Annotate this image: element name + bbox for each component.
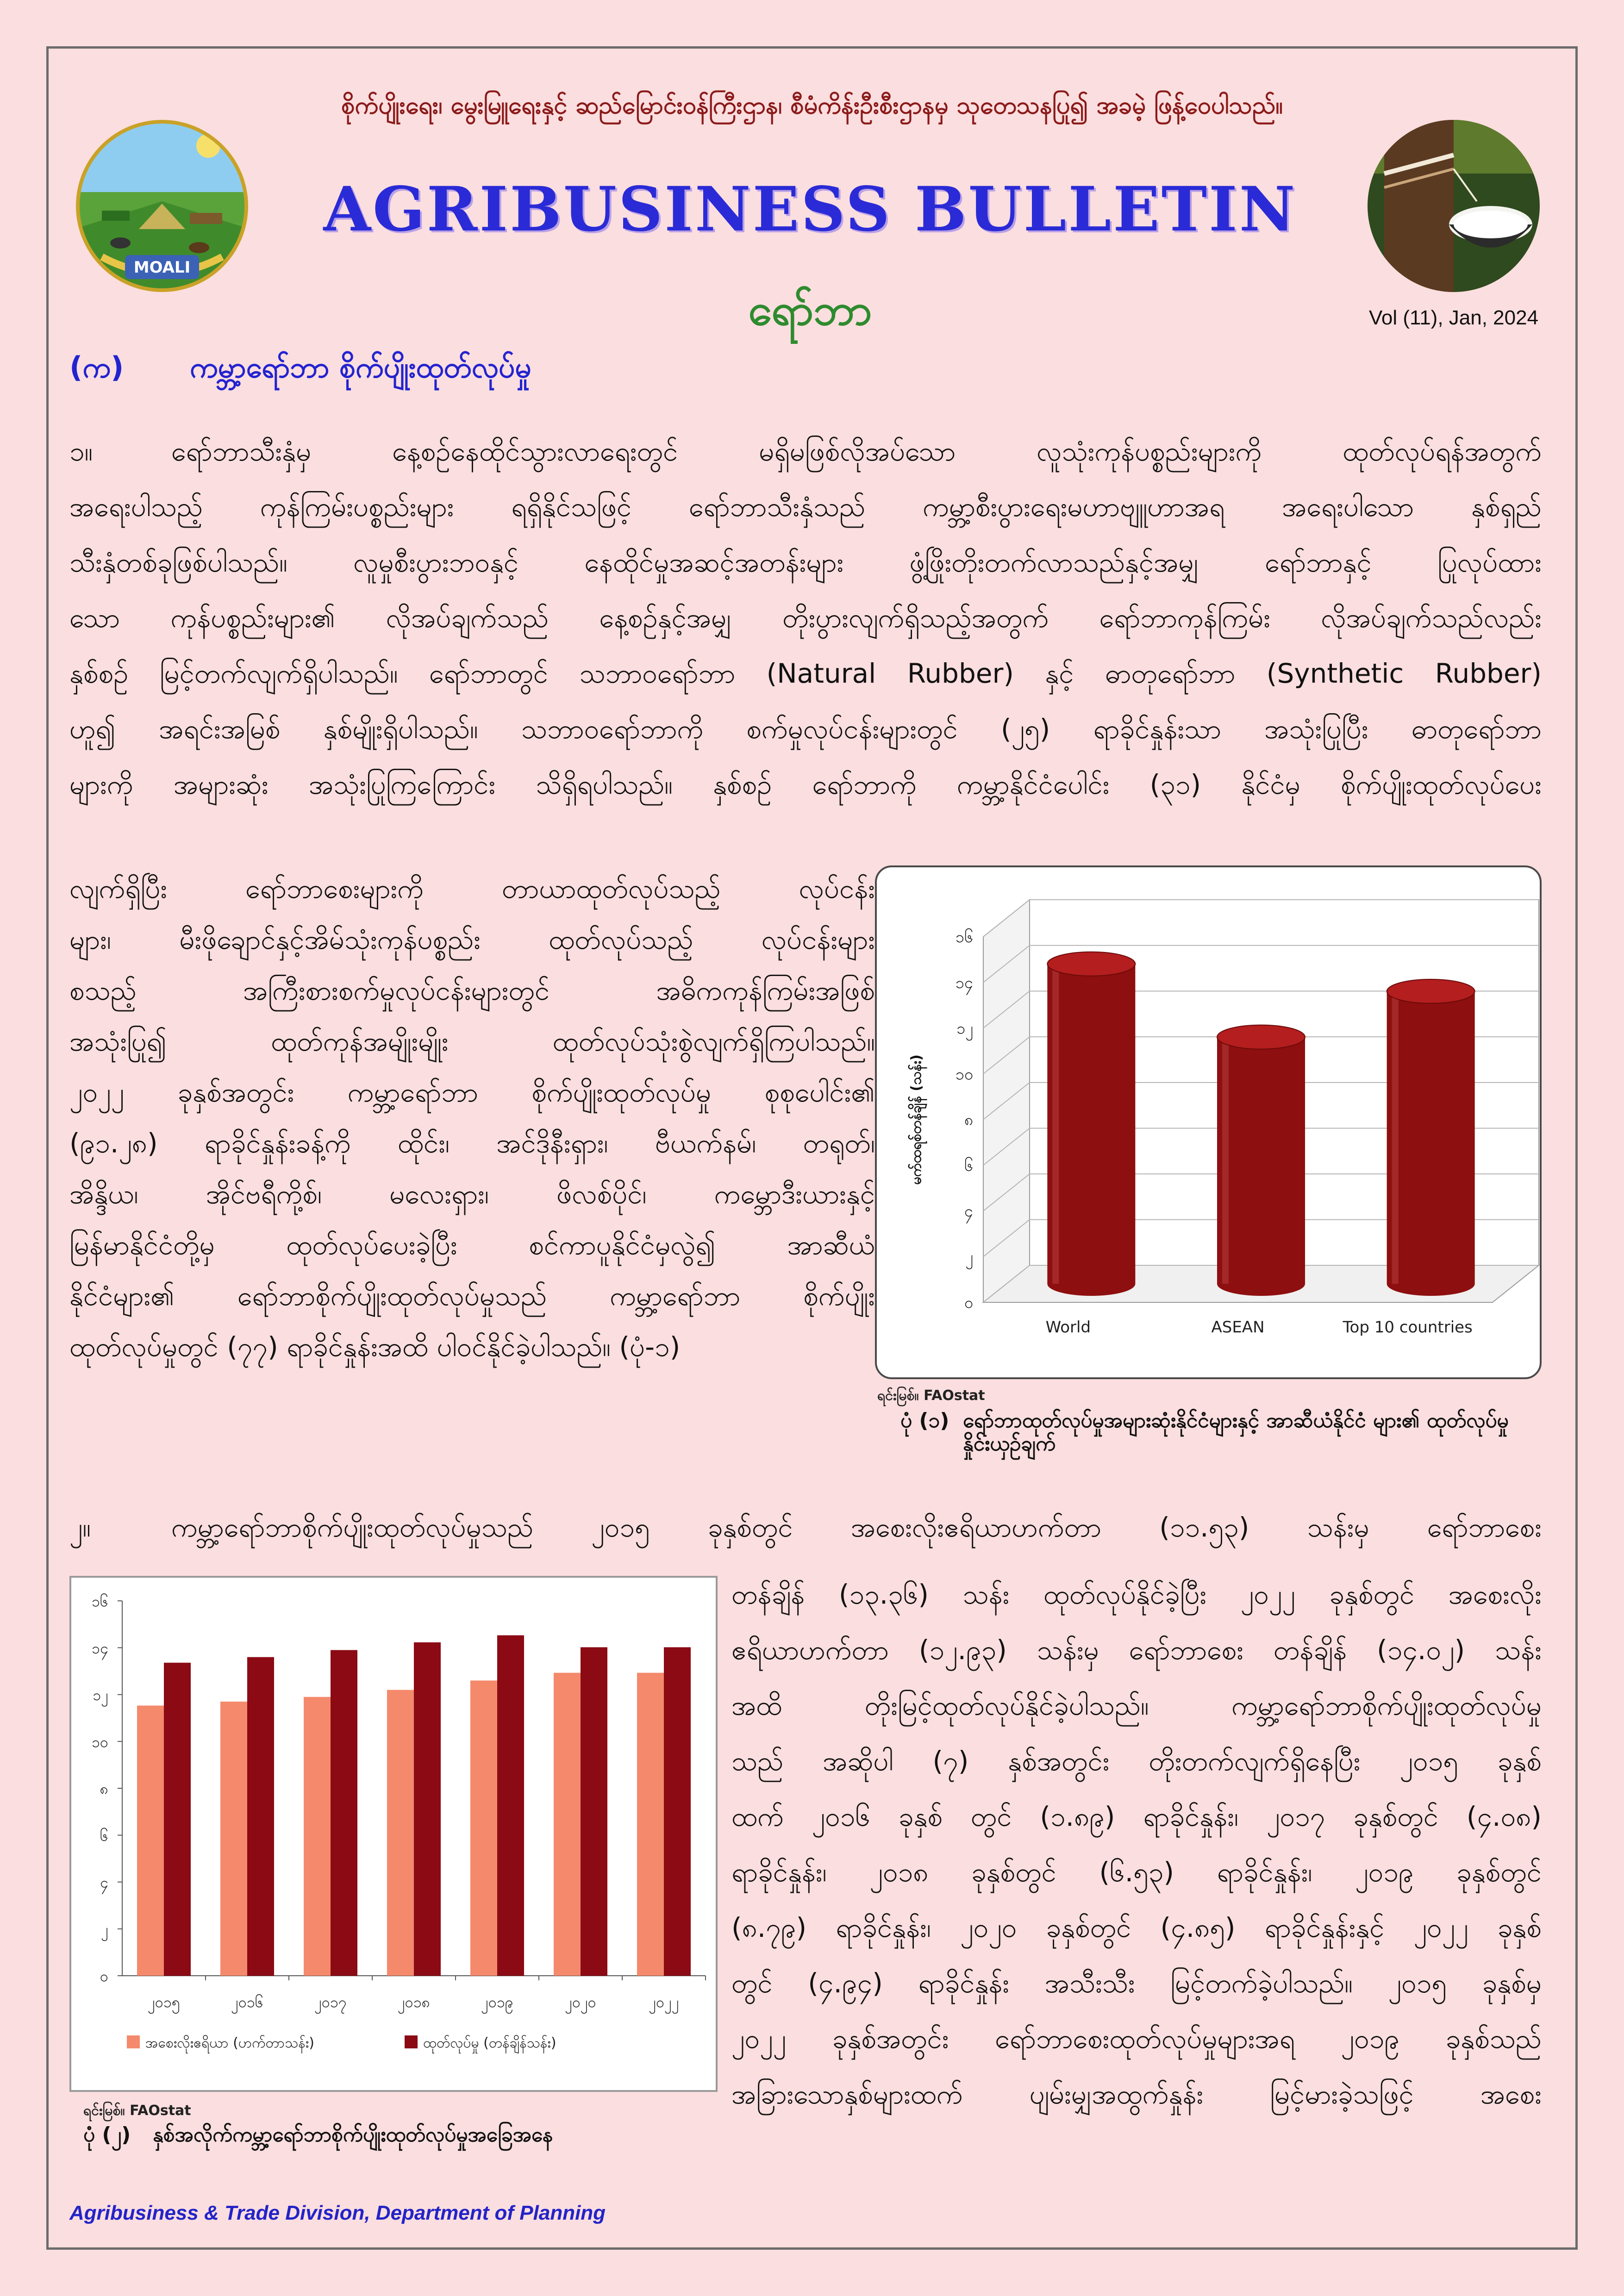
paragraph-line: ဧရိယာဟက်တာ (၁၂.၉၃) သန်းမှ ရော်ဘာစေး တန်ချိန် (၁၄.၀၂) သန်း [731, 1634, 1542, 1666]
chart-1 [877, 867, 1540, 1377]
chart-2-bar-area [637, 1673, 664, 1976]
chart-2-bar-area [304, 1697, 331, 1976]
chart-1-y-axis-label: မက်ထရစ်တန်ချိန် (သန်း) [908, 1054, 924, 1185]
chart-1-y-tick-label: ၈ [964, 1111, 973, 1129]
paragraph-line: ၂။ ကမ္ဘာ့ရော်ဘာစိုက်ပျိုးထုတ်လုပ်မှုသည် ၂၀၁၅ ခုနှစ်တွင် အစေးလိုးဧရိယာဟက်တာ (၁၁.၅၃) သန်းမှ ရော်ဘာစေး [69, 1500, 1542, 1555]
chart-1-bar [1217, 1025, 1305, 1296]
paragraph-line: (၉၁.၂၈) ရာခိုင်နှုန်းခန့်ကို ထိုင်း၊ အင်ဒိုနီးရှား၊ ဗီယက်နမ်၊ တရုတ်၊ [69, 1127, 875, 1159]
chart-1-frame [875, 865, 1542, 1379]
chart-1-x-tick-label: ASEAN [1211, 1318, 1265, 1337]
paragraph-line: ၂၀၂၂ ခုနှစ်အတွင်း ရော်ဘာစေးထုတ်လုပ်မှုများအရ ၂၀၁၉ ခုနှစ်သည် [731, 2023, 1542, 2054]
paragraph-line: ထုတ်လုပ်မှုတွင် (၇၇) ရာခိုင်နှုန်းအထိ ပါဝင်နိုင်ခဲ့ပါသည်။ (ပုံ-၁) [69, 1331, 681, 1363]
chart-1-x-tick-label: Top 10 countries [1343, 1318, 1473, 1337]
paragraph-line: မြန်မာနိုင်ငံတို့မှ ထုတ်လုပ်ပေးခဲ့ပြီး စင်ကာပူနိုင်ငံမှလွဲ၍ အာဆီယံ [69, 1229, 875, 1261]
chart-2-bar-area [220, 1702, 247, 1976]
chart-2-bar-area [554, 1673, 581, 1976]
section-title: ကမ္ဘာ့ရော်ဘာ စိုက်ပျိုးထုတ်လုပ်မှု [190, 350, 531, 384]
figure-1-caption: ရော်ဘာထုတ်လုပ်မှုအများဆုံးနိုင်ငံများနှင့် အာဆီယံနိုင်ငံ များ၏ ထုတ်လုပ်မှု နှိုင်းယှဉ်ချက် [963, 1409, 1509, 1456]
chart-2-bar-production [247, 1657, 274, 1976]
chart-2-y-tick-label: ၀ [100, 1967, 108, 1985]
chart-2-legend-label: ထုတ်လုပ်မှု (တန်ချိန်သန်း) [423, 2035, 556, 2051]
paragraph-line: အိန္ဒိယ၊ အိုင်ဗရီကို့စ်၊ မလေးရှား၊ ဖိလစ်ပိုင်၊ ကမ္ဘောဒီးယားနှင့် [69, 1178, 875, 1210]
chart-1-y-tick-label: ၁၀ [955, 1065, 973, 1084]
chart-1-bar-body [1387, 991, 1475, 1296]
chart-2-bar-area [387, 1690, 414, 1976]
chart-2-legend-label: အစေးလိုးဧရိယာ (ဟက်တာသန်း) [145, 2035, 314, 2051]
paragraph-number: ၁။ [69, 436, 93, 467]
chart-1-bar-body [1217, 1037, 1305, 1296]
chart-1-bar-body [1047, 964, 1135, 1296]
paragraph-line: တန်ချိန် (၁၃.၃၆) သန်း ထုတ်လုပ်နိုင်ခဲ့ပြီး ၂၀၂၂ ခုနှစ်တွင် အစေးလိုး [731, 1579, 1542, 1610]
chart-2-x-tick-label: ၂၀၁၆ [231, 1993, 263, 2011]
chart-2-x-tick-label: ၂၀၁၅ [148, 1993, 180, 2011]
bulletin-subtitle: ရော်ဘာ [748, 285, 872, 335]
paragraph-line: အရေးပါသည့် ကုန်ကြမ်းပစ္စည်းများ ရရှိနိုင်သဖြင့် ရော်ဘာသီးနှံသည် ကမ္ဘာ့စီးပွားရေးမဟာဗျူဟာအရ အရေးပါသော နှစ်ရှည် [69, 491, 1542, 523]
chart-2 [71, 1578, 716, 2090]
chart-2-x-tick-label: ၂၀၁၈ [398, 1993, 430, 2011]
chart-2-y-tick-label: ၂ [101, 1920, 108, 1938]
figure-2-number: ပုံ (၂) [83, 2123, 131, 2147]
chart-2-x-tick-label: ၂၀၂၀ [565, 1993, 596, 2011]
chart-1-y-tick-label: ၁၆ [955, 928, 973, 946]
paragraph-line: သည် အဆိုပါ (၇) နှစ်အတွင်း တိုးတက်လျက်ရှိနေပြီး ၂၀၁၅ ခုနှစ် [731, 1745, 1542, 1777]
chart-2-y-tick-label: ၄ [100, 1873, 108, 1892]
paragraph-line: သော ကုန်ပစ္စည်းများ၏ လိုအပ်ချက်သည် နေ့စဉ်နှင့်အမျှ တိုးပွားလျက်ရှိသည့်အတွက် ရော်ဘာကုန်ကြမ်း လိုအပ်ချက်သည်လည်း [69, 602, 1542, 634]
logo-text: MOALI [133, 258, 191, 277]
paragraph-number: ၂။ [69, 1512, 91, 1543]
chart-2-bar-production [664, 1647, 691, 1976]
figure-2-caption: နှစ်အလိုက်ကမ္ဘာ့ရော်ဘာစိုက်ပျိုးထုတ်လုပ်မှုအခြေအနေ [153, 2123, 553, 2147]
chart-2-y-tick-label: ၈ [100, 1780, 108, 1798]
paragraph-line: များကို အများဆုံး အသုံးပြုကြကြောင်း သိရှိရပါသည်။ နှစ်စဉ် ရော်ဘာကို ကမ္ဘာ့နိုင်ငံပေါင်း (၃၁) နိုင်ငံမှ စိုက်ပျိုးထုတ်လုပ်ပေး [69, 769, 1542, 800]
chart-2-bar-production [164, 1663, 191, 1976]
chart-1-bar-top [1047, 952, 1135, 976]
chart-2-legend-swatch [405, 2035, 418, 2048]
chart-1-bar-top [1387, 979, 1475, 1003]
paragraph-line: သီးနှံတစ်ခုဖြစ်ပါသည်။ လူမှုစီးပွားဘဝနှင့် နေထိုင်မှုအဆင့်အတန်းများ ဖွံ့ဖြိုးတိုးတက်လာသည်နှင့်အမျှ ရော်ဘာနှင့် ပြုလုပ်ထား [69, 547, 1542, 578]
chart-2-bar-area [470, 1680, 497, 1976]
publisher-tagline: စိုက်ပျိုးရေး၊ မွေးမြူရေးနှင့် ဆည်မြောင်းဝန်ကြီးဌာန၊ စီမံကိန်းဦးစီးဌာနမှ သုတေသနပြု၍ အခမဲ့ ဖြန့်ဝေပါသည်။ [341, 92, 1283, 119]
paragraph-line: ၂၀၂၂ ခုနှစ်အတွင်း ကမ္ဘာ့ရော်ဘာ စိုက်ပျိုးထုတ်လုပ်မှု စုစုပေါင်း၏ [69, 1076, 875, 1108]
chart-1-y-tick-label: ၄ [964, 1202, 973, 1221]
rubber-tapping-photo [1366, 118, 1542, 294]
moali-logo [74, 118, 250, 294]
paragraph-line: ထက် ၂၀၁၆ ခုနှစ် တွင် (၁.၈၉) ရာခိုင်နှုန်း၊ ၂၀၁၇ ခုနှစ်တွင် (၄.၀၈) [731, 1801, 1542, 1832]
chart-1-y-tick-label: ၁၂ [956, 1019, 973, 1038]
chart-2-bar-production [414, 1643, 441, 1976]
chart-1-y-tick-label: ၂ [965, 1248, 973, 1267]
chart-2-x-tick-label: ၂၀၂၂ [649, 1993, 679, 2011]
chart-1-bar-top [1217, 1025, 1305, 1049]
chart-2-frame [69, 1576, 718, 2092]
chart-2-bar-area [137, 1705, 164, 1976]
paragraph-line: အသုံးပြု၍ ထုတ်ကုန်အမျိုးမျိုး ထုတ်လုပ်သုံးစွဲလျက်ရှိကြပါသည်။ [69, 1026, 875, 1057]
volume-label: Vol (11), Jan, 2024 [1368, 306, 1539, 329]
paragraph-line: နှစ်စဉ် မြင့်တက်လျက်ရှိပါသည်။ ရော်ဘာတွင် သဘာဝရော်ဘာ (Natural Rubber) နှင့် ဓာတုရော်ဘာ (Synthetic Rubber) [69, 658, 1542, 689]
paragraph-line: များ၊ မီးဖိုချောင်နှင့်အိမ်သုံးကုန်ပစ္စည်း ထုတ်လုပ်သည့် လုပ်ငန်းများ [69, 924, 875, 955]
chart-2-bar-production [331, 1650, 357, 1976]
chart-2-bar-production [497, 1635, 524, 1976]
figure-1-source: ရင်းမြစ်။ FAOstat [877, 1388, 985, 1404]
chart-2-y-tick-label: ၁၄ [92, 1639, 108, 1657]
paragraph-line: နိုင်ငံများ၏ ရော်ဘာစိုက်ပျိုးထုတ်လုပ်မှုသည် ကမ္ဘာ့ရော်ဘာ စိုက်ပျိုး [69, 1280, 875, 1312]
paragraph-line: အခြားသောနှစ်များထက် ပျမ်းမျှအထွက်နှုန်း မြင့်မားခဲ့သဖြင့် အစေး [731, 2078, 1542, 2110]
chart-2-y-tick-label: ၁၆ [92, 1593, 108, 1610]
chart-2-y-tick-label: ၆ [100, 1827, 108, 1845]
bulletin-title: AGRIBUSINESS BULLETIN [323, 174, 1297, 245]
paragraph-line: (၈.၇၉) ရာခိုင်နှုန်း၊ ၂၀၂၀ ခုနှစ်တွင် (၄.၈၅) ရာခိုင်နှုန်းနှင့် ၂၀၂၂ ခုနှစ် [731, 1912, 1542, 1943]
paragraph-line: ၁။ ရော်ဘာသီးနှံမှ နေ့စဉ်နေထိုင်သွားလာရေးတွင် မရှိမဖြစ်လိုအပ်သော လူသုံးကုန်ပစ္စည်းများကို ထုတ်လုပ်ရန်အတွက် [69, 423, 1542, 479]
paragraph-line: တွင် (၄.၉၄) ရာခိုင်နှုန်း အသီးသီး မြင့်တက်ခဲ့ပါသည်။ ၂၀၁၅ ခုနှစ်မှ [731, 1967, 1542, 1999]
chart-1-x-tick-label: World [1045, 1318, 1091, 1337]
paragraph-line: လျက်ရှိပြီး ရော်ဘာစေးများကို တာယာထုတ်လုပ်သည့် လုပ်ငန်း [69, 873, 875, 904]
paragraph-line: စသည့် အကြီးစားစက်မှုလုပ်ငန်းများတွင် အဓိကကုန်ကြမ်းအဖြစ် [69, 975, 875, 1006]
footer-division: Agribusiness & Trade Division, Department of Planning [69, 2202, 606, 2224]
figure-2-source: ရင်းမြစ်။ FAOstat [83, 2103, 191, 2119]
chart-2-bar-production [581, 1647, 607, 1976]
chart-1-y-tick-label: ၀ [964, 1294, 973, 1312]
figure-1-number: ပုံ (၁) [900, 1409, 949, 1432]
section-heading [69, 349, 531, 392]
chart-1-y-tick-label: ၆ [964, 1156, 973, 1175]
chart-1-bar [1387, 979, 1475, 1296]
chart-2-y-tick-label: ၁၂ [93, 1686, 108, 1704]
chart-1-bar [1047, 952, 1135, 1296]
chart-1-y-tick-label: ၁၄ [955, 973, 973, 992]
chart-2-x-tick-label: ၂၀၁၉ [481, 1993, 513, 2011]
chart-2-x-tick-label: ၂၀၁၇ [314, 1993, 347, 2011]
chart-2-y-tick-label: ၁၀ [92, 1733, 108, 1751]
paragraph-line: ဟူ၍ အရင်းအမြစ် နှစ်မျိုးရှိပါသည်။ သဘာဝရော်ဘာကို စက်မှုလုပ်ငန်းများတွင် (၂၅) ရာခိုင်နှုန်းသာ အသုံးပြုပြီး ဓာတုရော်ဘာ [69, 713, 1542, 745]
chart-2-legend-swatch [127, 2035, 140, 2048]
section-number: (က) [69, 350, 124, 384]
paragraph-line: အထိ တိုးမြင့်ထုတ်လုပ်နိုင်ခဲ့ပါသည်။ ကမ္ဘာ့ရော်ဘာစိုက်ပျိုးထုတ်လုပ်မှု [731, 1690, 1542, 1721]
paragraph-line: ရာခိုင်နှုန်း၊ ၂၀၁၈ ခုနှစ်တွင် (၆.၅၃) ရာခိုင်နှုန်း၊ ၂၀၁၉ ခုနှစ်တွင် [731, 1856, 1542, 1888]
